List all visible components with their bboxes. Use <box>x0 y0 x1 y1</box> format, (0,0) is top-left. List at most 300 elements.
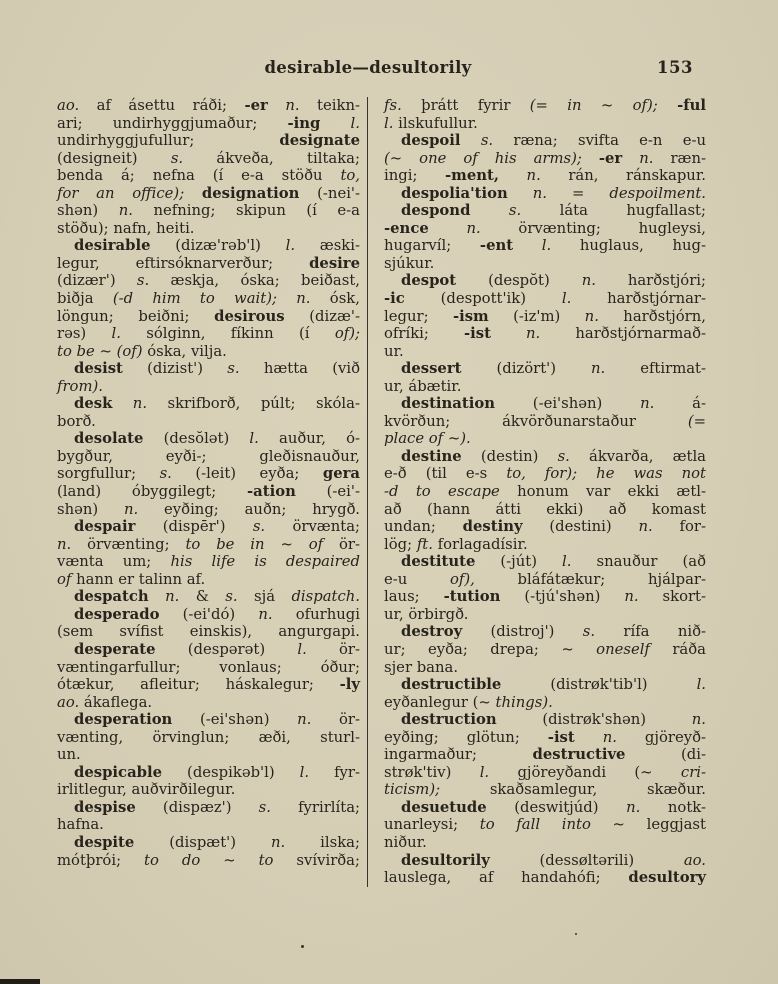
text-run: vænta um; <box>57 553 171 571</box>
text-run: l. <box>562 553 572 571</box>
text-run: s. <box>480 132 494 150</box>
dictionary-line <box>384 501 706 519</box>
text-run: (~ one of his arms); <box>384 149 582 167</box>
text-run <box>277 290 296 307</box>
text-run: ræn- <box>653 149 706 167</box>
dictionary-line <box>57 343 360 361</box>
text-run <box>470 202 508 219</box>
text-run: bláfátækur; hjálpar- <box>474 570 706 588</box>
text-run: ofríki; <box>384 325 464 343</box>
dictionary-line <box>384 781 706 799</box>
text-run <box>320 115 350 132</box>
text-run: n. <box>466 219 481 237</box>
text-run: of), <box>449 570 475 588</box>
dictionary-line <box>384 378 706 396</box>
dictionary-line <box>384 430 706 448</box>
text-run: fs. <box>384 97 402 114</box>
dictionary-line <box>384 150 706 168</box>
text-run: destructible <box>401 676 502 694</box>
text-run: n. <box>602 728 617 746</box>
dictionary-line <box>57 553 360 571</box>
text-run: destructive <box>532 746 626 764</box>
text-run: s. <box>258 798 271 816</box>
text-run: desuetude <box>401 798 487 816</box>
text-run: desultory <box>628 869 706 887</box>
text-run <box>112 395 132 412</box>
dictionary-line <box>57 781 360 799</box>
text-run: ft. <box>416 535 433 553</box>
text-run: destruction <box>401 711 497 729</box>
text-run: ur, örbirgð. <box>384 605 469 623</box>
text-run: huglaus, hug- <box>551 237 706 255</box>
text-run: & <box>179 588 226 606</box>
text-run: (-ei'- <box>295 483 360 501</box>
text-run: n. <box>624 588 639 606</box>
dictionary-line <box>384 220 706 238</box>
dictionary-line <box>384 483 706 501</box>
text-run: s. <box>159 465 172 483</box>
text-run: auður, ó- <box>258 430 360 448</box>
text-run: l. <box>561 290 572 308</box>
text-run: ticism); <box>384 781 441 799</box>
column-left <box>57 97 360 887</box>
text-run: s. <box>136 272 150 290</box>
text-run: despolia'tion <box>401 184 508 202</box>
text-run: n. <box>638 518 653 536</box>
text-run: dispatch. <box>291 588 360 606</box>
text-run: n. <box>590 360 606 378</box>
dictionary-line <box>384 571 706 589</box>
text-run: s. <box>557 447 570 465</box>
text-run: (destin) <box>461 447 558 465</box>
text-run: löngun; beiðni; <box>57 307 215 325</box>
paper-speck <box>301 945 304 948</box>
dictionary-line <box>384 746 706 764</box>
text-run: shən) <box>57 202 119 220</box>
text-run: notk- <box>640 798 706 816</box>
text-run: desirable <box>74 237 151 255</box>
dictionary-line <box>57 571 360 589</box>
page-header <box>57 58 707 82</box>
text-run: mótþrói; <box>57 851 145 869</box>
text-run: eyðing; auðn; hrygð. <box>138 500 360 518</box>
text-run: (desŏlət) <box>143 430 250 448</box>
text-run: to, for); he was not <box>506 465 707 483</box>
dictionary-line <box>57 115 360 133</box>
text-run: ákvarða, ætla <box>569 447 707 465</box>
dictionary-line <box>384 290 706 308</box>
text-run: l. <box>111 325 121 343</box>
text-run: -ist <box>547 728 575 746</box>
text-run: ilska; <box>285 833 360 851</box>
text-run: hugarvíl; <box>384 237 480 255</box>
text-run: -ence <box>384 219 429 237</box>
text-run: n. <box>640 395 655 413</box>
dictionary-line <box>57 395 360 413</box>
text-run <box>268 97 285 114</box>
text-run: ao. <box>683 851 706 869</box>
text-run: ur. <box>384 342 404 360</box>
text-run: skort- <box>638 588 706 606</box>
text-run: l. <box>249 430 259 448</box>
text-run: (designeit) <box>57 149 171 167</box>
text-run: n. <box>165 588 180 606</box>
dictionary-line <box>57 606 360 624</box>
dictionary-line <box>57 132 360 150</box>
text-run: ákaflega. <box>79 693 153 711</box>
text-run: destroy <box>401 623 463 641</box>
text-run: ur, ábætir. <box>384 377 462 395</box>
text-run: shən) <box>57 500 124 518</box>
text-run: (-iz'm) <box>488 307 585 325</box>
dictionary-line <box>384 676 706 694</box>
dictionary-line <box>384 852 706 870</box>
text-run: to, <box>340 167 360 185</box>
dictionary-line <box>57 676 360 694</box>
text-run: n. <box>297 711 312 729</box>
text-run: sjá <box>237 588 292 606</box>
dictionary-line <box>384 448 706 466</box>
text-run: (-jút) <box>475 553 563 571</box>
text-run: kvörðun; ákvörðunarstaður <box>384 412 688 430</box>
text-run: destine <box>401 447 462 465</box>
text-run: to be <box>57 342 95 360</box>
dictionary-line <box>57 536 360 554</box>
text-run: (despŏt) <box>456 272 582 290</box>
text-run <box>658 97 677 114</box>
text-run <box>582 150 599 167</box>
text-run: niður. <box>384 833 427 851</box>
text-run: örvænting; <box>71 535 186 553</box>
dictionary-line <box>57 167 360 185</box>
text-run: for- <box>652 518 706 536</box>
text-run: þrátt fyrir <box>401 97 530 114</box>
dictionary-line <box>57 659 360 677</box>
text-run: desultorily <box>401 851 490 869</box>
text-run: biðja <box>57 290 113 308</box>
text-run: n. <box>526 325 541 343</box>
text-run: sorgfullur; <box>57 465 160 483</box>
text-run: legur; <box>384 307 453 325</box>
dictionary-line <box>57 711 360 729</box>
text-run: n. <box>526 167 541 185</box>
text-run: dessert <box>401 360 462 378</box>
text-run: (of) <box>116 342 143 360</box>
dictionary-line <box>57 325 360 343</box>
dictionary-line <box>57 588 360 606</box>
dictionary-line <box>384 588 706 606</box>
text-run: rán, ránskapur. <box>540 167 706 185</box>
text-run: (dispæt') <box>134 833 271 851</box>
text-run: harðstjórn, <box>598 307 706 325</box>
text-run: despite <box>74 833 135 851</box>
text-run <box>513 237 542 254</box>
text-run: n. <box>124 500 139 518</box>
text-run: (destini) <box>522 518 639 536</box>
dictionary-line <box>384 272 706 290</box>
text-run: n. <box>532 184 547 202</box>
text-run: skaðsamlegur, skæður. <box>440 781 706 799</box>
dictionary-line <box>384 167 706 185</box>
dictionary-line <box>384 202 706 220</box>
dictionary-line <box>384 729 706 747</box>
dictionary-line <box>57 465 360 483</box>
text-run: gjöreyð- <box>616 728 706 746</box>
text-run: despond <box>401 202 471 220</box>
text-run: ósk, <box>310 290 360 308</box>
dictionary-line <box>384 816 706 834</box>
text-run: fyrirlíta; <box>270 798 361 816</box>
text-run: from). <box>57 377 103 395</box>
text-run: ör- <box>323 535 360 553</box>
text-run: desist <box>74 360 123 378</box>
text-run: honum var ekki ætl- <box>499 483 707 501</box>
text-run: n. <box>118 202 133 220</box>
text-run: n. <box>584 307 599 325</box>
text-run: ör- <box>311 711 361 729</box>
text-run: s. <box>225 588 238 606</box>
text-run: -er <box>598 149 623 167</box>
dictionary-line <box>384 308 706 326</box>
dictionary-line <box>57 746 360 764</box>
text-run: eyðing; glötun; <box>384 728 548 746</box>
text-run: snauður (að <box>571 553 706 571</box>
text-run: svívirða; <box>273 851 360 869</box>
dictionary-line <box>57 202 360 220</box>
dictionary-line <box>384 518 706 536</box>
dictionary-line <box>384 536 706 554</box>
text-run: -ent <box>479 237 514 255</box>
dictionary-line <box>384 413 706 431</box>
dictionary-line <box>57 694 360 712</box>
text-run: eyðanlegur (~ <box>384 693 496 711</box>
text-run: óska, vilja. <box>142 342 227 360</box>
text-run: hann er talinn af. <box>71 570 206 588</box>
text-run: harðstjórnarmað- <box>540 325 706 343</box>
text-run: ari; undirhyggjumaður; <box>57 114 288 132</box>
text-run: e-u <box>384 570 450 588</box>
text-run: despoilment. <box>609 184 706 202</box>
text-run: his life is despaired <box>170 553 360 571</box>
text-run: = <box>546 184 610 202</box>
text-run: (= in ~ of); <box>529 97 658 114</box>
text-run: vænting, örvinglun; æði, sturl- <box>57 728 360 746</box>
text-run: láta hugfallast; <box>521 202 706 220</box>
text-run: (despərət) <box>155 640 298 658</box>
text-run: oneself <box>596 640 650 658</box>
dictionary-line <box>384 185 706 203</box>
text-run: desperado <box>74 605 160 623</box>
dictionary-line <box>57 255 360 273</box>
dictionary-line <box>384 834 706 852</box>
text-run: -ing <box>287 114 321 132</box>
text-run: (-ei'shən) <box>494 395 641 413</box>
text-run: nefning; skipun (í e-a <box>132 202 360 220</box>
text-run: desperate <box>74 640 156 658</box>
dictionary-line <box>57 378 360 396</box>
dictionary-line <box>57 729 360 747</box>
text-run: -er <box>244 97 268 114</box>
dictionary-line <box>57 430 360 448</box>
text-run: n. <box>296 290 311 308</box>
text-run: teikn- <box>299 97 360 114</box>
dictionary-line <box>57 448 360 466</box>
text-run: s. <box>508 202 522 220</box>
text-run <box>499 167 527 184</box>
dictionary-line <box>384 97 706 115</box>
text-run: (dispēr') <box>135 518 253 536</box>
text-run: ótækur, afleitur; háskalegur; <box>57 676 340 694</box>
dictionary-line <box>384 237 706 255</box>
text-columns <box>57 97 706 887</box>
text-run: fyr- <box>309 763 360 781</box>
text-run: desperation <box>74 711 173 729</box>
text-run: (deswitjúd) <box>486 798 627 816</box>
text-run: l. <box>384 114 394 132</box>
dictionary-line <box>57 272 360 290</box>
dictionary-line <box>384 395 706 413</box>
dictionary-line <box>57 185 360 203</box>
text-run: -ic <box>384 290 405 308</box>
text-run: sjer bana. <box>384 658 459 676</box>
text-run: to fall into <box>479 816 591 834</box>
text-run: ~ <box>200 851 259 869</box>
text-run: (di- <box>625 746 706 764</box>
text-run: destitute <box>401 553 476 571</box>
text-run: ao. <box>57 693 80 711</box>
text-run: -ation <box>247 483 296 501</box>
dictionary-line <box>57 360 360 378</box>
text-run: despicable <box>74 763 163 781</box>
text-run: ~ leggjast <box>590 816 706 834</box>
text-run <box>508 185 533 202</box>
text-run: irlitlegur, auðvirðilegur. <box>57 781 236 799</box>
text-run: of <box>57 570 72 588</box>
text-run: n. <box>57 535 72 553</box>
dictionary-line <box>384 711 706 729</box>
text-run <box>461 132 481 149</box>
text-run: l. <box>479 763 490 781</box>
dictionary-line <box>57 834 360 852</box>
text-run: gera <box>322 465 360 483</box>
text-run: sjúkur. <box>384 254 435 272</box>
text-run: örvænting; hugleysi, <box>480 219 706 237</box>
text-run: (dizæ'rəb'l) <box>150 237 286 255</box>
dictionary-line <box>384 255 706 273</box>
dictionary-line <box>57 97 360 115</box>
text-run: (dessøltərili) <box>489 851 684 869</box>
text-run: l. <box>350 114 360 132</box>
dictionary-line <box>384 641 706 659</box>
dictionary-line <box>57 764 360 782</box>
text-run: ráða <box>649 640 706 658</box>
text-run: n. <box>258 605 273 623</box>
dictionary-line <box>384 659 706 677</box>
text-run: (sem svífist einskis), angurgapi. <box>57 623 360 641</box>
text-run: eftirmat- <box>605 360 706 378</box>
text-run: e-ð (til e-s <box>384 465 507 483</box>
text-run: despise <box>74 798 136 816</box>
text-run: s. <box>170 149 184 167</box>
text-run: designation <box>201 184 300 202</box>
text-run: ör- <box>306 640 361 658</box>
text-run: ao. <box>57 97 80 114</box>
text-run: s. <box>227 360 240 378</box>
text-run: -ism <box>452 307 489 325</box>
text-run: æski- <box>295 237 360 255</box>
dictionary-line <box>57 641 360 659</box>
text-run: lauslega, af handahófi; <box>384 869 629 887</box>
dictionary-line <box>57 290 360 308</box>
text-run: -d to escape <box>384 483 500 501</box>
text-run: destiny <box>462 518 523 536</box>
text-run: (dizæ'- <box>284 307 360 325</box>
text-run <box>575 729 603 746</box>
text-run: despair <box>74 518 136 536</box>
text-run: n. <box>285 97 300 114</box>
text-run: -ly <box>339 676 360 694</box>
text-run: (-ei'shən) <box>172 711 298 729</box>
text-run: (= <box>687 412 706 430</box>
dictionary-line <box>384 325 706 343</box>
dictionary-line <box>57 623 360 641</box>
text-run: legur, eftirsóknarverður; <box>57 254 310 272</box>
text-run: destination <box>401 395 495 413</box>
column-divider-rule <box>367 97 368 887</box>
dictionary-line <box>57 501 360 519</box>
text-run: things). <box>495 693 553 711</box>
text-run: despot <box>401 272 457 290</box>
scan-edge-artifact <box>0 979 40 984</box>
text-run: despoil <box>401 132 461 150</box>
text-run: (distrøk'tib'l) <box>501 676 697 694</box>
text-run <box>622 150 639 167</box>
text-run: ur; eyða; drepa; ~ <box>384 640 597 658</box>
text-run: (despikəb'l) <box>162 763 300 781</box>
text-run: að (hann átti ekki) að komast <box>384 500 706 518</box>
dictionary-line <box>384 360 706 378</box>
text-run: stöðu); nafn, heiti. <box>57 219 195 237</box>
text-run: to <box>258 851 274 869</box>
text-run: desolate <box>74 430 144 448</box>
text-run: laus; <box>384 588 444 606</box>
text-run: ilskufullur. <box>393 114 478 132</box>
text-run: (land) óbyggilegt; <box>57 483 248 501</box>
dictionary-line <box>57 150 360 168</box>
dictionary-line <box>57 518 360 536</box>
text-run: (-nei'- <box>299 184 360 202</box>
text-run: l. <box>297 640 307 658</box>
text-run: gjöreyðandi (~ <box>489 763 681 781</box>
text-run: rífa nið- <box>595 623 706 641</box>
running-title: desirable—desultorily <box>264 58 472 77</box>
dictionary-line <box>384 799 706 817</box>
dictionary-line <box>57 483 360 501</box>
text-run <box>429 220 467 237</box>
text-run: (-tjú'shən) <box>500 588 625 606</box>
text-run: harðstjóri; <box>595 272 706 290</box>
dictionary-line <box>384 465 706 483</box>
text-run: ákveða, tiltaka; <box>183 149 360 167</box>
text-run: æskja, óska; beiðast, <box>149 272 360 290</box>
text-run: n. <box>581 272 596 290</box>
text-run: strøk'tiv) <box>384 763 480 781</box>
text-run: desk <box>74 395 113 413</box>
dictionary-line <box>384 343 706 361</box>
text-run: -ment, <box>445 167 499 185</box>
text-run: ingi; <box>384 167 446 185</box>
text-run: -ist <box>463 325 491 343</box>
